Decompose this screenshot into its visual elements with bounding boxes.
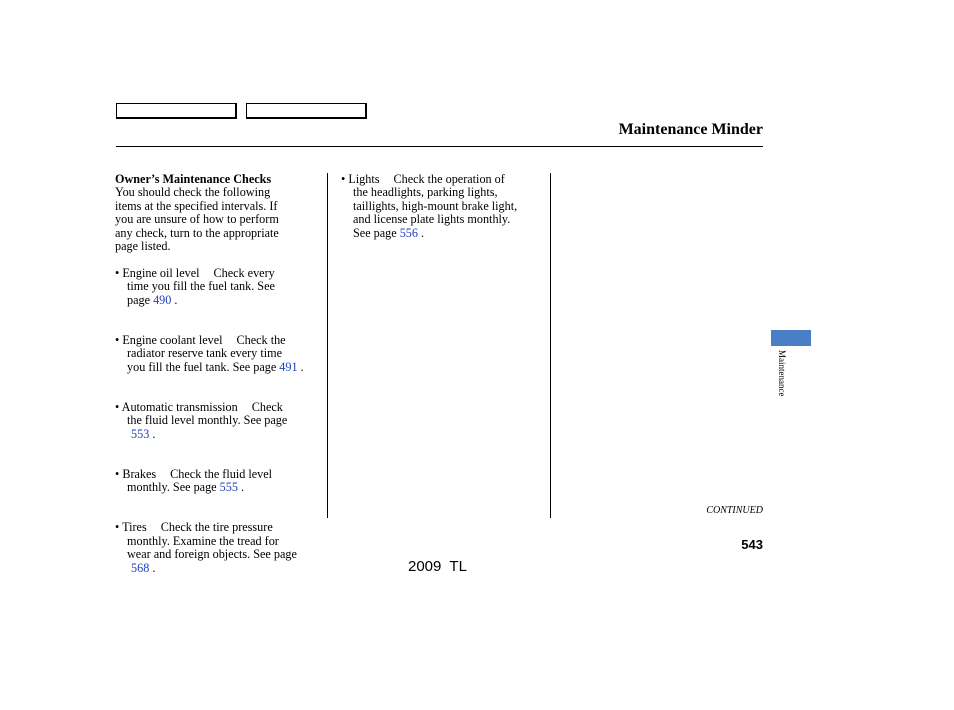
page-link[interactable]: 568 bbox=[131, 560, 150, 575]
item-name: Automatic transmission bbox=[121, 399, 238, 414]
item-text: Check the tire pressure bbox=[160, 520, 273, 535]
section-heading: Owner’s Maintenance Checks bbox=[115, 172, 272, 186]
page-title: Maintenance Minder bbox=[618, 121, 763, 138]
intro-line: items at the specified intervals. If bbox=[115, 198, 278, 213]
check-item-engine-coolant: • Engine coolant level Check the radiator reserve tank every time you fill the fuel tank. See page 491 . bbox=[115, 334, 320, 374]
item-text: wear and foreign objects. See page bbox=[127, 547, 297, 562]
item-name: Tires bbox=[122, 520, 147, 535]
item-text: Check bbox=[251, 399, 283, 414]
nav-button-previous[interactable] bbox=[116, 103, 237, 119]
check-item-engine-oil: • Engine oil level Check every time you fill the fuel tank. See page 490 . bbox=[115, 267, 320, 307]
item-text: Check the operation of bbox=[393, 172, 505, 186]
page-link[interactable]: 553 bbox=[131, 426, 150, 441]
item-text: monthly. See page bbox=[127, 480, 220, 495]
check-item-tires: • Tires Check the tire pressure monthly. Examine the tread for wear and foreign objects. See page 568 . bbox=[115, 521, 320, 575]
item-name: Lights bbox=[348, 172, 380, 186]
page-link[interactable]: 556 bbox=[399, 225, 418, 240]
check-item-automatic-transmission: • Automatic transmission Check the fluid level monthly. See page 553 . bbox=[115, 401, 320, 441]
item-text: page bbox=[127, 292, 154, 307]
item-text: the headlights, parking lights, bbox=[353, 185, 498, 200]
page-link[interactable]: 490 bbox=[153, 292, 172, 307]
item-text: See page bbox=[353, 225, 400, 240]
item-text: Check the bbox=[236, 332, 286, 347]
item-name: Engine coolant level bbox=[122, 332, 223, 347]
page-link[interactable]: 491 bbox=[279, 359, 298, 374]
intro-line: page listed. bbox=[115, 239, 171, 254]
header-divider bbox=[116, 146, 763, 147]
intro-line: You should check the following bbox=[115, 185, 271, 200]
item-text: and license plate lights monthly. bbox=[353, 212, 511, 227]
item-name: Brakes bbox=[122, 466, 157, 481]
check-item-lights: • Lights Check the operation of the headlights, parking lights, taillights, high-mount brake light, and license plate lights monthly. See page 556 . bbox=[341, 173, 541, 240]
column-divider bbox=[550, 173, 551, 518]
footer-model: 2009 TL bbox=[408, 558, 467, 575]
middle-column bbox=[341, 173, 541, 240]
item-text: taillights, high-mount brake light, bbox=[353, 198, 518, 213]
column-divider bbox=[327, 173, 328, 518]
section-tab[interactable] bbox=[771, 330, 811, 346]
nav-button-next[interactable] bbox=[246, 103, 367, 119]
intro-line: any check, turn to the appropriate bbox=[115, 225, 279, 240]
item-name: Engine oil level bbox=[122, 265, 200, 280]
item-text: you fill the fuel tank. See page bbox=[127, 359, 280, 374]
page-link[interactable]: 555 bbox=[219, 480, 238, 495]
item-text: Check the fluid level bbox=[170, 466, 273, 481]
page-number: 543 bbox=[741, 537, 763, 552]
intro-line: you are unsure of how to perform bbox=[115, 212, 279, 227]
check-item-brakes: • Brakes Check the fluid level monthly. See page 555 . bbox=[115, 466, 273, 495]
item-text: time you fill the fuel tank. See bbox=[127, 279, 275, 294]
continued-label: CONTINUED bbox=[706, 505, 763, 516]
item-text: radiator reserve tank every time bbox=[127, 346, 282, 361]
left-column bbox=[115, 173, 320, 575]
item-text: the fluid level monthly. See page bbox=[127, 413, 288, 428]
section-tab-label: Maintenance bbox=[777, 350, 787, 397]
item-text: Check every bbox=[213, 265, 275, 280]
item-text: monthly. Examine the tread for bbox=[127, 533, 279, 548]
